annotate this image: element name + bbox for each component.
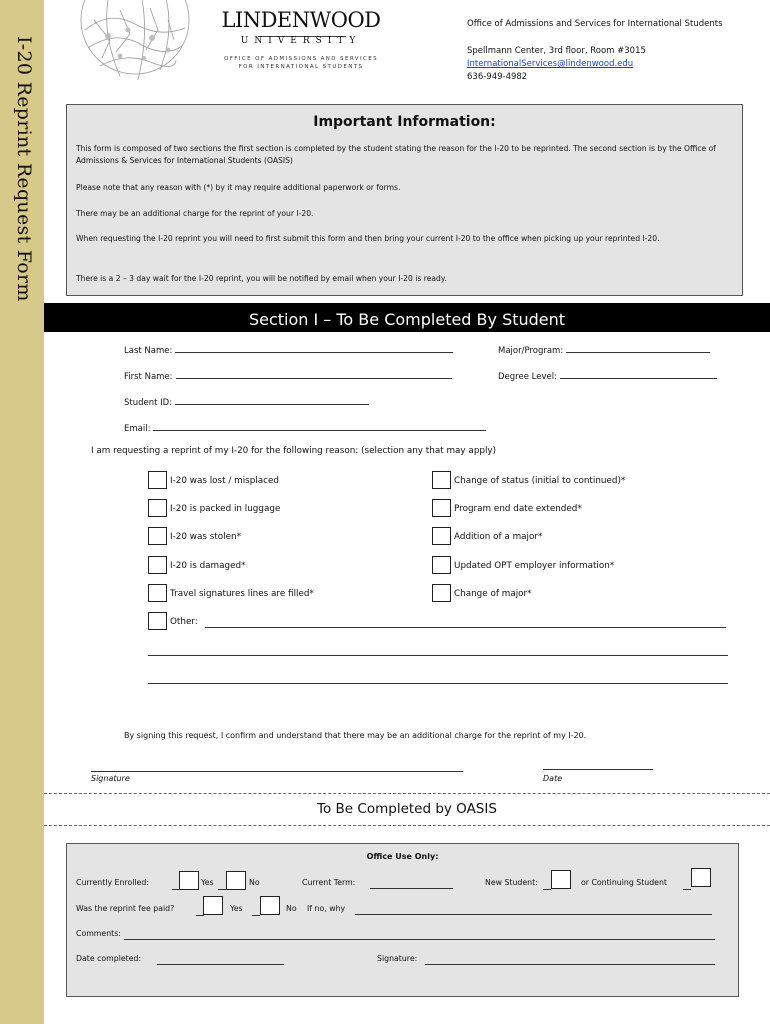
email-label: Email: bbox=[124, 424, 151, 434]
office-location: Spellmann Center, 3rd floor, Room #3015 bbox=[467, 46, 646, 56]
logo-department bbox=[206, 55, 396, 71]
student-id-field[interactable] bbox=[124, 395, 369, 408]
office-email-link[interactable]: InternationalServices@lindenwood.edu bbox=[467, 59, 634, 69]
enrolled-yes-checkbox[interactable] bbox=[179, 871, 199, 890]
other-input-line[interactable] bbox=[205, 627, 726, 628]
fee-paid-no-checkbox[interactable] bbox=[260, 896, 280, 915]
info-paragraph: This form is composed of two sections the first section is completed by the student stating the reason for the I-20 to be reprinted. The second section is by the Office of Admissions & Services for International Students (OASIS) bbox=[76, 144, 716, 165]
student-id-label: Student ID: bbox=[124, 398, 173, 408]
fee-paid-yes-label: Yes bbox=[230, 904, 243, 913]
enrolled-no-line bbox=[218, 889, 226, 890]
currently-enrolled-label: Currently Enrolled: bbox=[76, 878, 149, 887]
reason-checkbox[interactable] bbox=[148, 499, 167, 517]
if-no-why-input[interactable] bbox=[355, 914, 712, 915]
office-use-box bbox=[66, 843, 739, 997]
fee-yes-line bbox=[196, 915, 204, 916]
dashed-divider bbox=[44, 825, 770, 826]
reason-checkbox[interactable] bbox=[432, 471, 451, 489]
other-input-line[interactable] bbox=[148, 655, 728, 656]
last-name-input[interactable] bbox=[175, 343, 453, 353]
reason-checkbox[interactable] bbox=[148, 584, 167, 602]
major-field[interactable] bbox=[498, 343, 710, 356]
reason-label: Travel signatures lines are filled* bbox=[170, 589, 314, 599]
reason-checkbox[interactable] bbox=[148, 556, 167, 574]
degree-label: Degree Level: bbox=[498, 372, 557, 382]
date-completed-input[interactable] bbox=[157, 964, 284, 965]
enrolled-yes-label: Yes bbox=[201, 878, 214, 887]
current-term-label: Current Term: bbox=[302, 878, 356, 887]
comments-input[interactable] bbox=[124, 939, 715, 940]
email-input[interactable] bbox=[153, 421, 486, 431]
continuing-student-checkbox[interactable] bbox=[691, 868, 711, 887]
reason-label: I-20 was stolen* bbox=[170, 532, 241, 542]
logo-dept-line1: OFFICE OF ADMISSIONS AND SERVICES bbox=[224, 56, 378, 62]
date-line[interactable] bbox=[543, 769, 653, 770]
other-input-line[interactable] bbox=[148, 683, 728, 684]
first-name-input[interactable] bbox=[176, 369, 452, 379]
fee-paid-no-label: No bbox=[286, 904, 297, 913]
office-name: Office of Admissions and Services for International Students bbox=[467, 19, 723, 29]
info-paragraph: There is a 2 – 3 day wait for the I-20 reprint, you will be notified by email when your I-20 is ready. bbox=[76, 274, 447, 283]
enrolled-no-label: No bbox=[249, 878, 260, 887]
reason-intro: I am requesting a reprint of my I-20 for the following reason: (selection any that may apply) bbox=[91, 446, 497, 456]
oasis-section-title: To Be Completed by OASIS bbox=[317, 801, 497, 817]
reason-checkbox[interactable] bbox=[432, 527, 451, 545]
new-student-line bbox=[543, 889, 551, 890]
reason-label: Program end date extended* bbox=[454, 504, 582, 514]
info-paragraph: When requesting the I-20 reprint you will need to first submit this form and then bring your current I-20 to the office when picking up your reprinted I-20. bbox=[76, 234, 660, 243]
university-logo-subtitle: UNIVERSITY bbox=[240, 36, 362, 46]
reason-checkbox[interactable] bbox=[432, 584, 451, 602]
degree-field[interactable] bbox=[498, 369, 717, 382]
new-student-label: New Student: bbox=[485, 878, 538, 887]
reason-checkbox[interactable] bbox=[148, 471, 167, 489]
oasis-signature-input[interactable] bbox=[425, 964, 715, 965]
reason-checkbox[interactable] bbox=[432, 499, 451, 517]
office-use-title: Office Use Only: bbox=[366, 852, 439, 861]
fee-no-line bbox=[252, 915, 260, 916]
signature-caption: Signature bbox=[91, 774, 130, 783]
confirmation-statement: By signing this request, I confirm and understand that there may be an additional charge for the reprint of my I-20. bbox=[124, 731, 587, 740]
form-title-vertical: I-20 Reprint Request Form bbox=[13, 36, 35, 302]
reason-label: I-20 is damaged* bbox=[170, 561, 246, 571]
oasis-signature-label: Signature: bbox=[377, 954, 418, 963]
reason-label: I-20 is packed in luggage bbox=[170, 504, 281, 514]
reason-label: Addition of a major* bbox=[454, 532, 543, 542]
office-phone: 636-949-4982 bbox=[467, 72, 528, 82]
reason-label: Updated OPT employer information* bbox=[454, 561, 615, 571]
current-term-input[interactable] bbox=[370, 888, 453, 889]
date-completed-label: Date completed: bbox=[76, 954, 142, 963]
reason-checkbox[interactable] bbox=[432, 556, 451, 574]
comments-label: Comments: bbox=[76, 929, 121, 938]
reason-label: I-20 was lost / misplaced bbox=[170, 476, 279, 486]
university-logo-name: LINDENWOOD bbox=[221, 8, 381, 32]
first-name-label: First Name: bbox=[124, 372, 173, 382]
dashed-divider bbox=[44, 793, 770, 794]
last-name-field[interactable] bbox=[124, 343, 453, 356]
fee-paid-yes-checkbox[interactable] bbox=[203, 896, 223, 915]
reason-other-checkbox[interactable] bbox=[148, 612, 167, 630]
reason-other-label: Other: bbox=[170, 617, 198, 627]
first-name-field[interactable] bbox=[124, 369, 452, 382]
signature-line[interactable] bbox=[91, 771, 463, 772]
major-input[interactable] bbox=[566, 343, 710, 353]
student-id-input[interactable] bbox=[175, 395, 369, 405]
continuing-line bbox=[683, 889, 691, 890]
major-label: Major/Program: bbox=[498, 346, 564, 356]
university-seal-icon bbox=[80, 0, 190, 82]
reason-label: Change of status (initial to continued)* bbox=[454, 476, 626, 486]
logo-dept-line2: FOR INTERNATIONAL STUDENTS bbox=[238, 64, 364, 70]
enrolled-no-checkbox[interactable] bbox=[226, 871, 246, 890]
last-name-label: Last Name: bbox=[124, 346, 173, 356]
fee-paid-label: Was the reprint fee paid? bbox=[76, 904, 175, 913]
degree-input[interactable] bbox=[560, 369, 717, 379]
info-paragraph: There may be an additional charge for the reprint of your I-20. bbox=[76, 209, 314, 218]
important-info-box bbox=[66, 104, 743, 296]
continuing-student-label: or Continuing Student bbox=[581, 878, 667, 887]
email-field[interactable] bbox=[124, 421, 486, 434]
reason-label: Change of major* bbox=[454, 589, 532, 599]
if-no-why-label: If no, why bbox=[307, 904, 346, 913]
section-1-header: Section I – To Be Completed By Student bbox=[44, 303, 770, 332]
new-student-checkbox[interactable] bbox=[551, 870, 571, 889]
info-paragraph: Please note that any reason with (*) by it may require additional paperwork or forms. bbox=[76, 183, 401, 192]
reason-checkbox[interactable] bbox=[148, 527, 167, 545]
date-caption: Date bbox=[543, 774, 563, 783]
info-title: Important Information: bbox=[313, 114, 496, 130]
